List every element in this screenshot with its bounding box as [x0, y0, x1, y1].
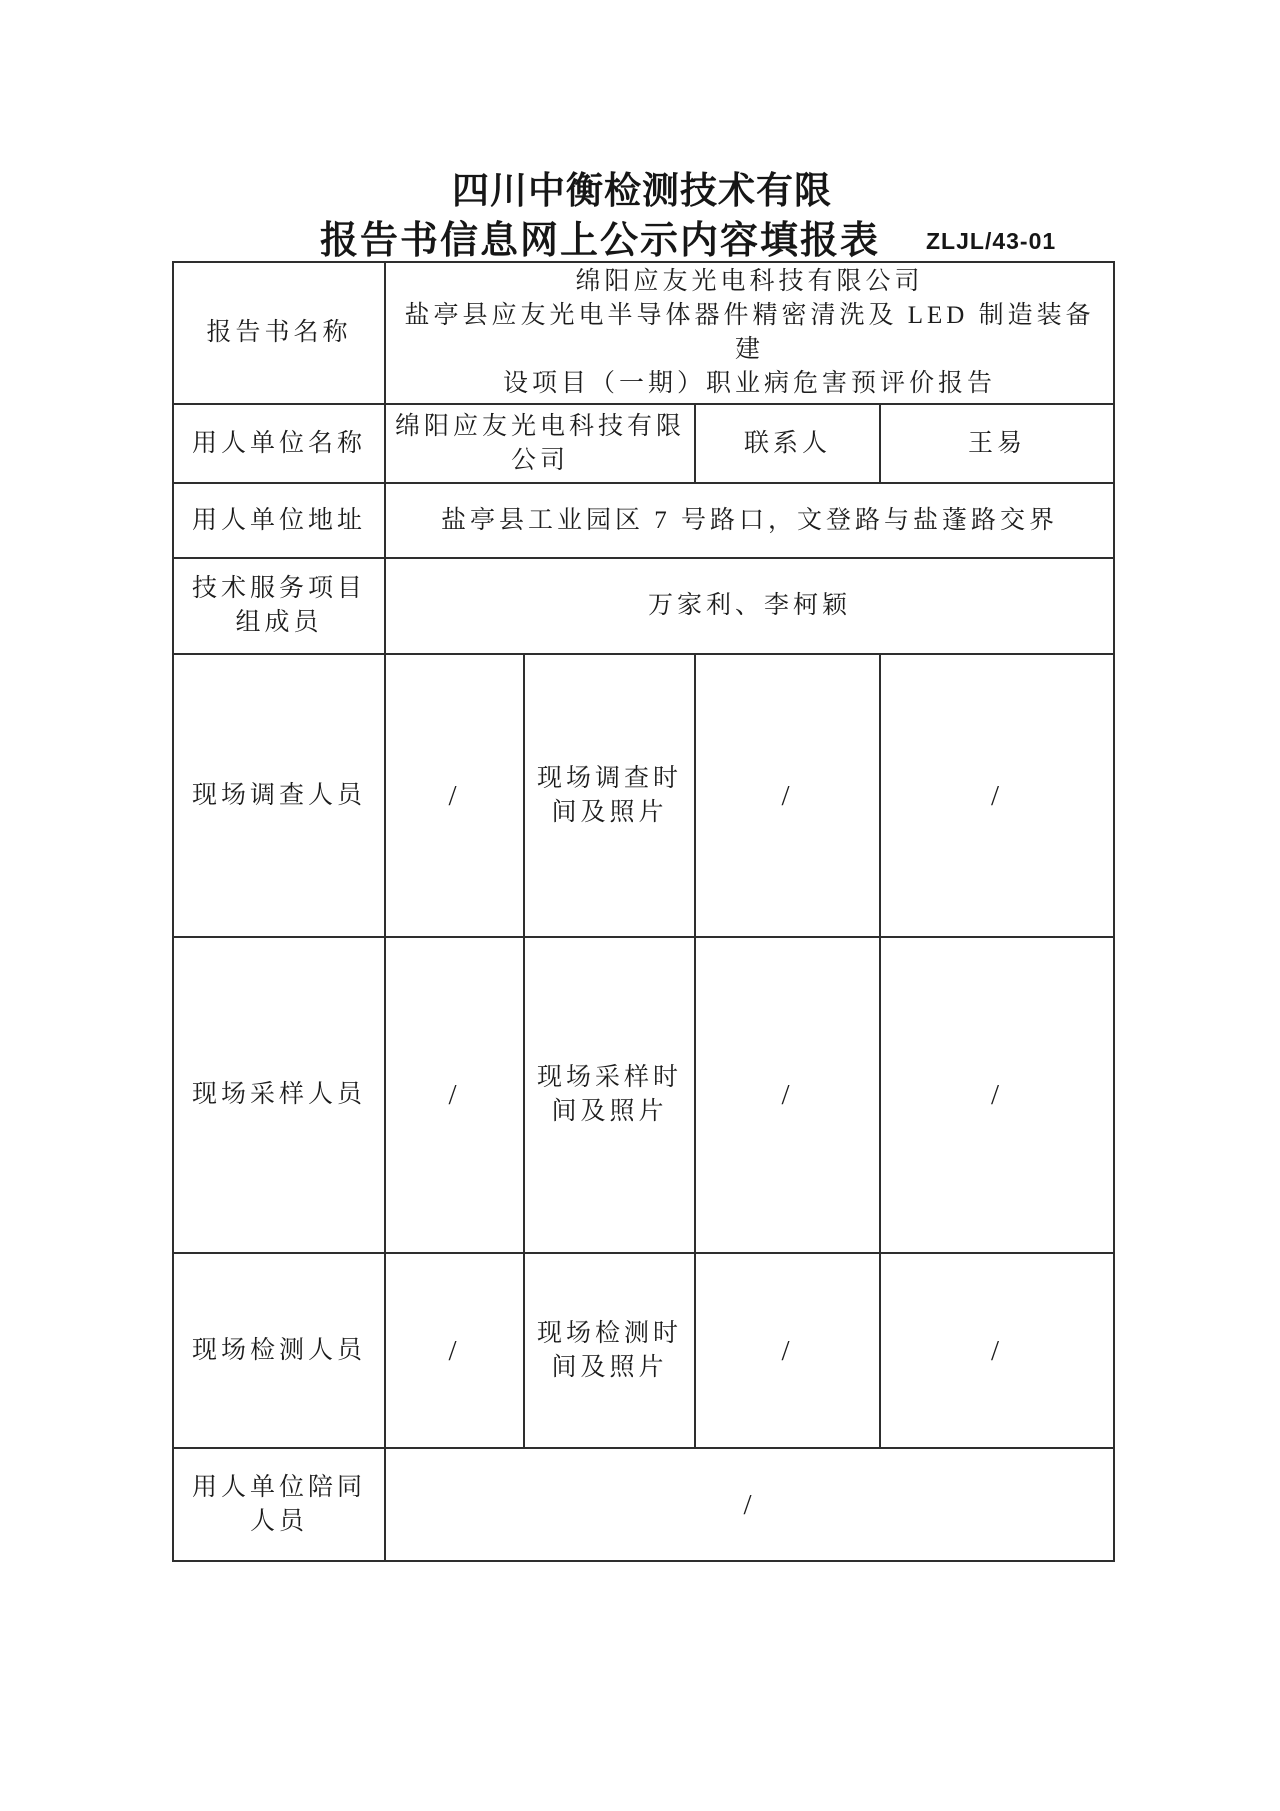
contact-value-cell: 王易	[880, 404, 1114, 483]
site-testing-time-label: 现场检测时间及照片	[524, 1253, 695, 1448]
escort-label: 用人单位陪同人员	[173, 1448, 385, 1561]
site-sampling-time-label: 现场采样时间及照片	[524, 937, 695, 1253]
site-survey-photo-cell: /	[880, 654, 1114, 937]
page-title-line1: 四川中衡检测技术有限	[452, 170, 832, 211]
service-team-row	[173, 558, 1114, 654]
site-sampling-row	[173, 937, 1114, 1253]
site-sampling-label: 现场采样人员	[173, 937, 385, 1253]
form-code: ZLJL/43-01	[926, 228, 1057, 254]
site-survey-personnel-cell: /	[385, 654, 524, 937]
employer-name-label: 用人单位名称	[173, 404, 385, 483]
site-testing-personnel-cell: /	[385, 1253, 524, 1448]
escort-value: /	[385, 1448, 1114, 1561]
report-info-form-table	[172, 261, 1115, 1562]
service-team-value: 万家利、李柯颖	[385, 558, 1114, 654]
employer-address-label: 用人单位地址	[173, 483, 385, 558]
site-sampling-photo-cell: /	[880, 937, 1114, 1253]
report-name-label: 报告书名称	[173, 262, 385, 404]
site-survey-label: 现场调查人员	[173, 654, 385, 937]
employer-name-value: 绵阳应友光电科技有限公司	[385, 404, 695, 483]
page-title-line2: 报告书信息网上公示内容填报表	[320, 220, 881, 262]
employer-address-row	[173, 483, 1114, 558]
escort-row	[173, 1448, 1114, 1561]
report-name-row	[173, 262, 1114, 404]
site-survey-time-label: 现场调查时间及照片	[524, 654, 695, 937]
site-testing-time-cell: /	[695, 1253, 880, 1448]
service-team-label: 技术服务项目组成员	[173, 558, 385, 654]
contact-label-cell: 联系人	[695, 404, 880, 483]
site-testing-photo-cell: /	[880, 1253, 1114, 1448]
report-name-line-3: 设项目（一期）职业病危害预评价报告	[503, 370, 997, 397]
employer-address-value: 盐亭县工业园区 7 号路口，文登路与盐蓬路交界	[385, 483, 1114, 558]
site-sampling-time-cell: /	[695, 937, 880, 1253]
site-survey-row	[173, 654, 1114, 937]
report-name-line-2: 盐亭县应友光电半导体器件精密清洗及 LED 制造装备建	[404, 302, 1095, 363]
site-sampling-personnel-cell: /	[385, 937, 524, 1253]
report-name-value	[385, 262, 1114, 404]
site-survey-time-cell: /	[695, 654, 880, 937]
site-testing-label: 现场检测人员	[173, 1253, 385, 1448]
site-testing-row	[173, 1253, 1114, 1448]
report-name-line-1: 绵阳应友光电科技有限公司	[575, 268, 924, 295]
employer-name-row	[173, 404, 1114, 483]
